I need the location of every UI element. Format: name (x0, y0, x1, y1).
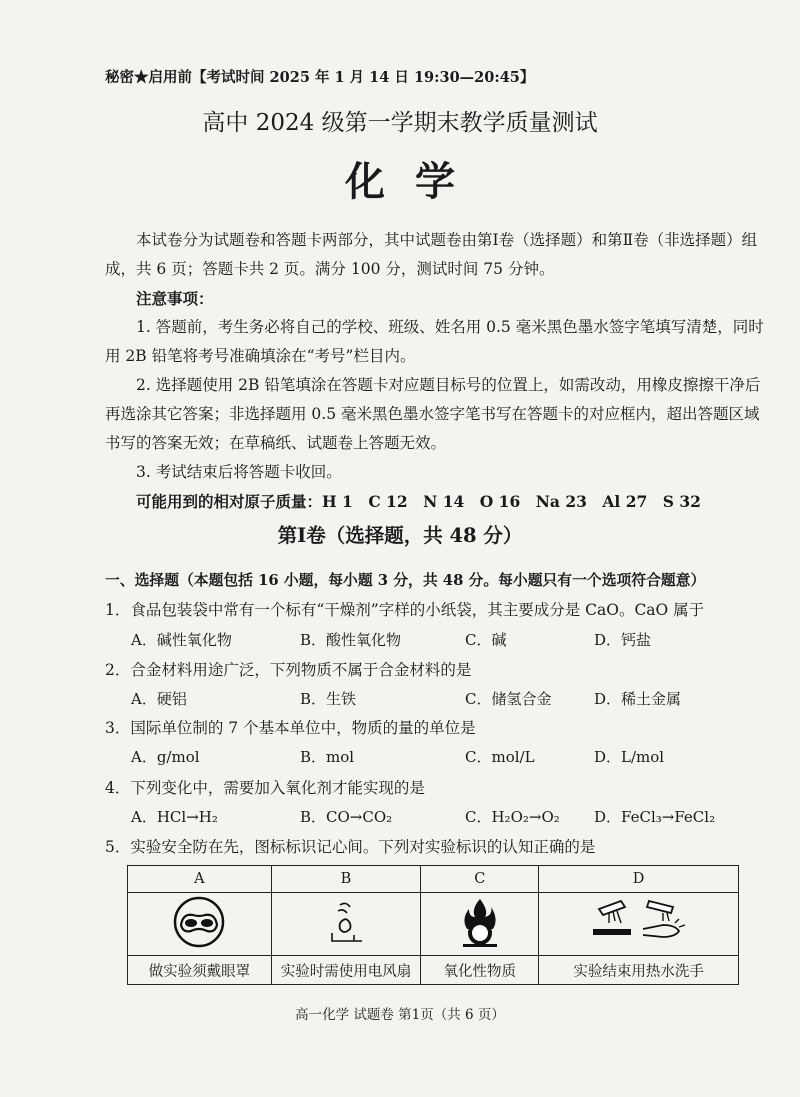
q3-option-b: B．mol (300, 748, 355, 766)
exam-title: 高中 2024 级第一学期末教学质量测试 (202, 110, 598, 136)
notice-title: 注意事项： (136, 289, 214, 308)
goggles-icon (169, 895, 229, 949)
fan-icon (316, 895, 376, 949)
q1-option-c: C．碱 (465, 631, 507, 649)
sign-header-d: D (539, 866, 739, 893)
atomic-masses: 可能用到的相对原子质量：H 1 C 12 N 14 O 16 Na 23 Al 27 S 32 (136, 492, 701, 511)
page-footer: 高一化学 试题卷 第1页（共 6 页） (295, 1007, 505, 1023)
question-2-stem: 2．合金材料用途广泛，下列物质不属于合金材料的是 (105, 661, 472, 679)
oxidizer-icon (455, 895, 505, 949)
sign-header-c: C (421, 866, 539, 893)
q3-option-c: C．mol/L (465, 748, 535, 766)
sign-header-b: B (271, 866, 421, 893)
question-5-stem: 5．实验安全防在先，图标标识记心间。下列对实验标识的认知正确的是 (105, 838, 596, 856)
question-4-stem: 4．下列变化中，需要加入氧化剂才能实现的是 (105, 779, 425, 797)
q4-option-c: C．H₂O₂→O₂ (465, 808, 560, 826)
notice-item-3: 3. 考试结束后将答题卡收回。 (136, 463, 342, 481)
notice-item-1: 1. 答题前，考生务必将自己的学校、班级、姓名用 0.5 毫米黑色墨水签字笔填写清楚，同时用 2B 铅笔将考号准确填涂在“考号”栏目内。 (105, 318, 764, 365)
q2-option-d: D．稀土金属 (594, 690, 682, 708)
sign-header-a: A (128, 866, 272, 893)
q4-option-a: A．HCl→H₂ (131, 808, 218, 826)
q2-option-c: C．储氢合金 (465, 690, 552, 708)
sign-cell-b (271, 893, 421, 956)
question-3-stem: 3．国际单位制的 7 个基本单位中，物质的量的单位是 (105, 719, 476, 737)
notice-item-2: 2. 选择题使用 2B 铅笔填涂在答题卡对应题目标号的位置上，如需改动，用橡皮擦擦干净后再选涂其它答案；非选择题用 0.5 毫米黑色墨水签字笔书写在答题卡的对应框内，超出答题区域书写的答案无效；在草稿纸、试题卷上答题无效。 (105, 376, 761, 452)
section-heading: 第Ⅰ卷（选择题，共 48 分） (277, 524, 523, 547)
sign-cell-a (128, 893, 272, 956)
sign-caption-c: 氧化性物质 (421, 956, 539, 985)
q4-option-b: B．CO→CO₂ (300, 808, 393, 826)
q4-option-d: D．FeCl₃→FeCl₂ (594, 808, 716, 826)
handwash-icon (579, 895, 699, 949)
sign-caption-b: 实验时需使用电风扇 (271, 956, 421, 985)
q1-option-b: B．酸性氧化物 (300, 631, 402, 649)
q3-option-a: A．g/mol (131, 748, 200, 766)
section-instruction: 一、选择题（本题包括 16 小题，每小题 3 分，共 48 分。每小题只有一个选项符合题意） (105, 572, 706, 589)
question-1-stem: 1．食品包装袋中常有一个标有“干燥剂”字样的小纸袋，其主要成分是 CaO。CaO 属于 (105, 601, 705, 619)
intro-paragraph: 本试卷分为试题卷和答题卡两部分，其中试题卷由第Ⅰ卷（选择题）和第Ⅱ卷（非选择题）组成，共 6 页；答题卡共 2 页。满分 100 分，测试时间 75 分钟。 (105, 231, 758, 278)
q1-option-a: A．碱性氧化物 (131, 631, 232, 649)
sign-cell-d (539, 893, 739, 956)
q2-option-a: A．硬铝 (131, 690, 187, 708)
sign-caption-d: 实验结束用热水洗手 (539, 956, 739, 985)
sign-cell-c (421, 893, 539, 956)
subject-title: 化学 (345, 158, 485, 205)
q2-option-b: B．生铁 (300, 690, 357, 708)
safety-sign-table (127, 865, 739, 985)
confidential-line: 秘密★启用前【考试时间 2025 年 1 月 14 日 19:30—20:45】 (105, 69, 535, 86)
q1-option-d: D．钙盐 (594, 631, 652, 649)
sign-caption-a: 做实验须戴眼罩 (128, 956, 272, 985)
q3-option-d: D．L/mol (594, 748, 665, 766)
